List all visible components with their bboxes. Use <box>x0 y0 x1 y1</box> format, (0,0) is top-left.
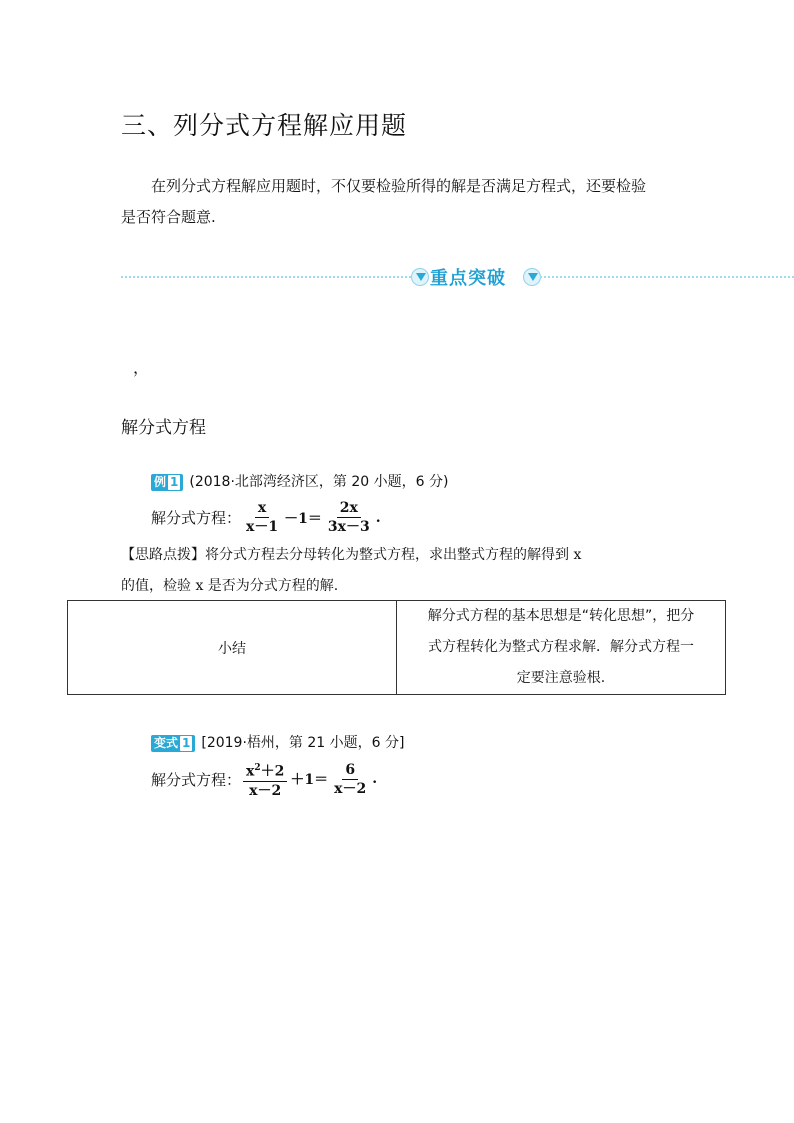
numerator-exponent: 2 <box>254 763 261 773</box>
variant-badge <box>151 735 195 752</box>
fraction-denominator: 3x－3 <box>327 519 370 535</box>
fraction-denominator: x－2 <box>249 782 282 799</box>
numerator-rest: ＋2 <box>260 763 285 780</box>
banner-divider-right <box>540 276 794 278</box>
summary-line-1: 解分式方程的基本思想是“转化思想”，把分 <box>427 608 695 624</box>
example-badge-number: 1 <box>170 475 179 489</box>
fraction-numerator: 2x <box>337 500 361 518</box>
example-1-source: (2018·北部湾经济区，第 20 小题，6 分) <box>189 474 449 490</box>
equation-operator: －1＝ <box>284 510 322 527</box>
summary-line-3: 定要注意验根. <box>516 670 606 686</box>
fraction-denominator: x－2 <box>334 780 367 797</box>
banner-arrow-icon-left <box>411 268 429 286</box>
variant-badge-label: 变式 <box>154 736 179 750</box>
hint-line-1: 【思路点拨】将分式方程去分母转化为整式方程，求出整式方程的解得到 x <box>121 547 582 563</box>
stray-comma: ， <box>133 358 150 377</box>
summary-table <box>67 600 726 695</box>
banner-arrow-icon-right <box>523 268 541 286</box>
variant-badge-number: 1 <box>182 736 191 750</box>
hint-line-2: 的值，检验 x 是否为分式方程的解. <box>121 578 339 594</box>
intro-paragraph-line-2: 是否符合题意. <box>121 208 216 226</box>
fraction-numerator: x <box>255 500 269 518</box>
section-title: 三、列分式方程解应用题 <box>121 111 408 140</box>
topic-title: 解分式方程 <box>121 418 206 438</box>
variant-1-header <box>151 732 404 752</box>
equation-end: . <box>375 509 381 526</box>
fraction-denominator: x－1 <box>246 519 279 535</box>
fraction-numerator: 6 <box>342 762 358 780</box>
numerator-base: x <box>246 763 255 780</box>
equation-end: . <box>372 771 378 788</box>
example-1-prompt: 解分式方程： <box>151 509 242 527</box>
example-1-equation <box>151 500 382 535</box>
fraction-x2-plus-2-over-x-minus-2 <box>243 760 287 799</box>
summary-content <box>397 601 726 695</box>
variant-1-prompt: 解分式方程： <box>151 770 242 789</box>
summary-line-2: 式方程转化为整式方程求解．解分式方程一 <box>428 639 694 655</box>
fraction-6-over-x-minus-2 <box>331 762 369 797</box>
example-1-header <box>151 471 448 491</box>
example-badge-label: 例 <box>154 475 167 489</box>
banner-title: 重点突破 <box>430 268 506 289</box>
variant-1-source: [2019·梧州，第 21 小题，6 分] <box>201 735 405 751</box>
summary-label: 小结 <box>68 601 397 695</box>
variant-1-equation <box>151 760 378 799</box>
example-badge <box>151 474 183 491</box>
fraction-numerator <box>243 760 287 782</box>
banner-divider-left <box>121 276 411 278</box>
equation-operator: ＋1＝ <box>290 772 329 789</box>
table-row <box>68 601 726 695</box>
intro-paragraph-line-1: 在列分式方程解应用题时，不仅要检验所得的解是否满足方程式，还要检验 <box>151 177 647 195</box>
fraction-x-over-x-minus-1 <box>243 500 281 535</box>
fraction-2x-over-3x-minus-3 <box>325 500 373 535</box>
